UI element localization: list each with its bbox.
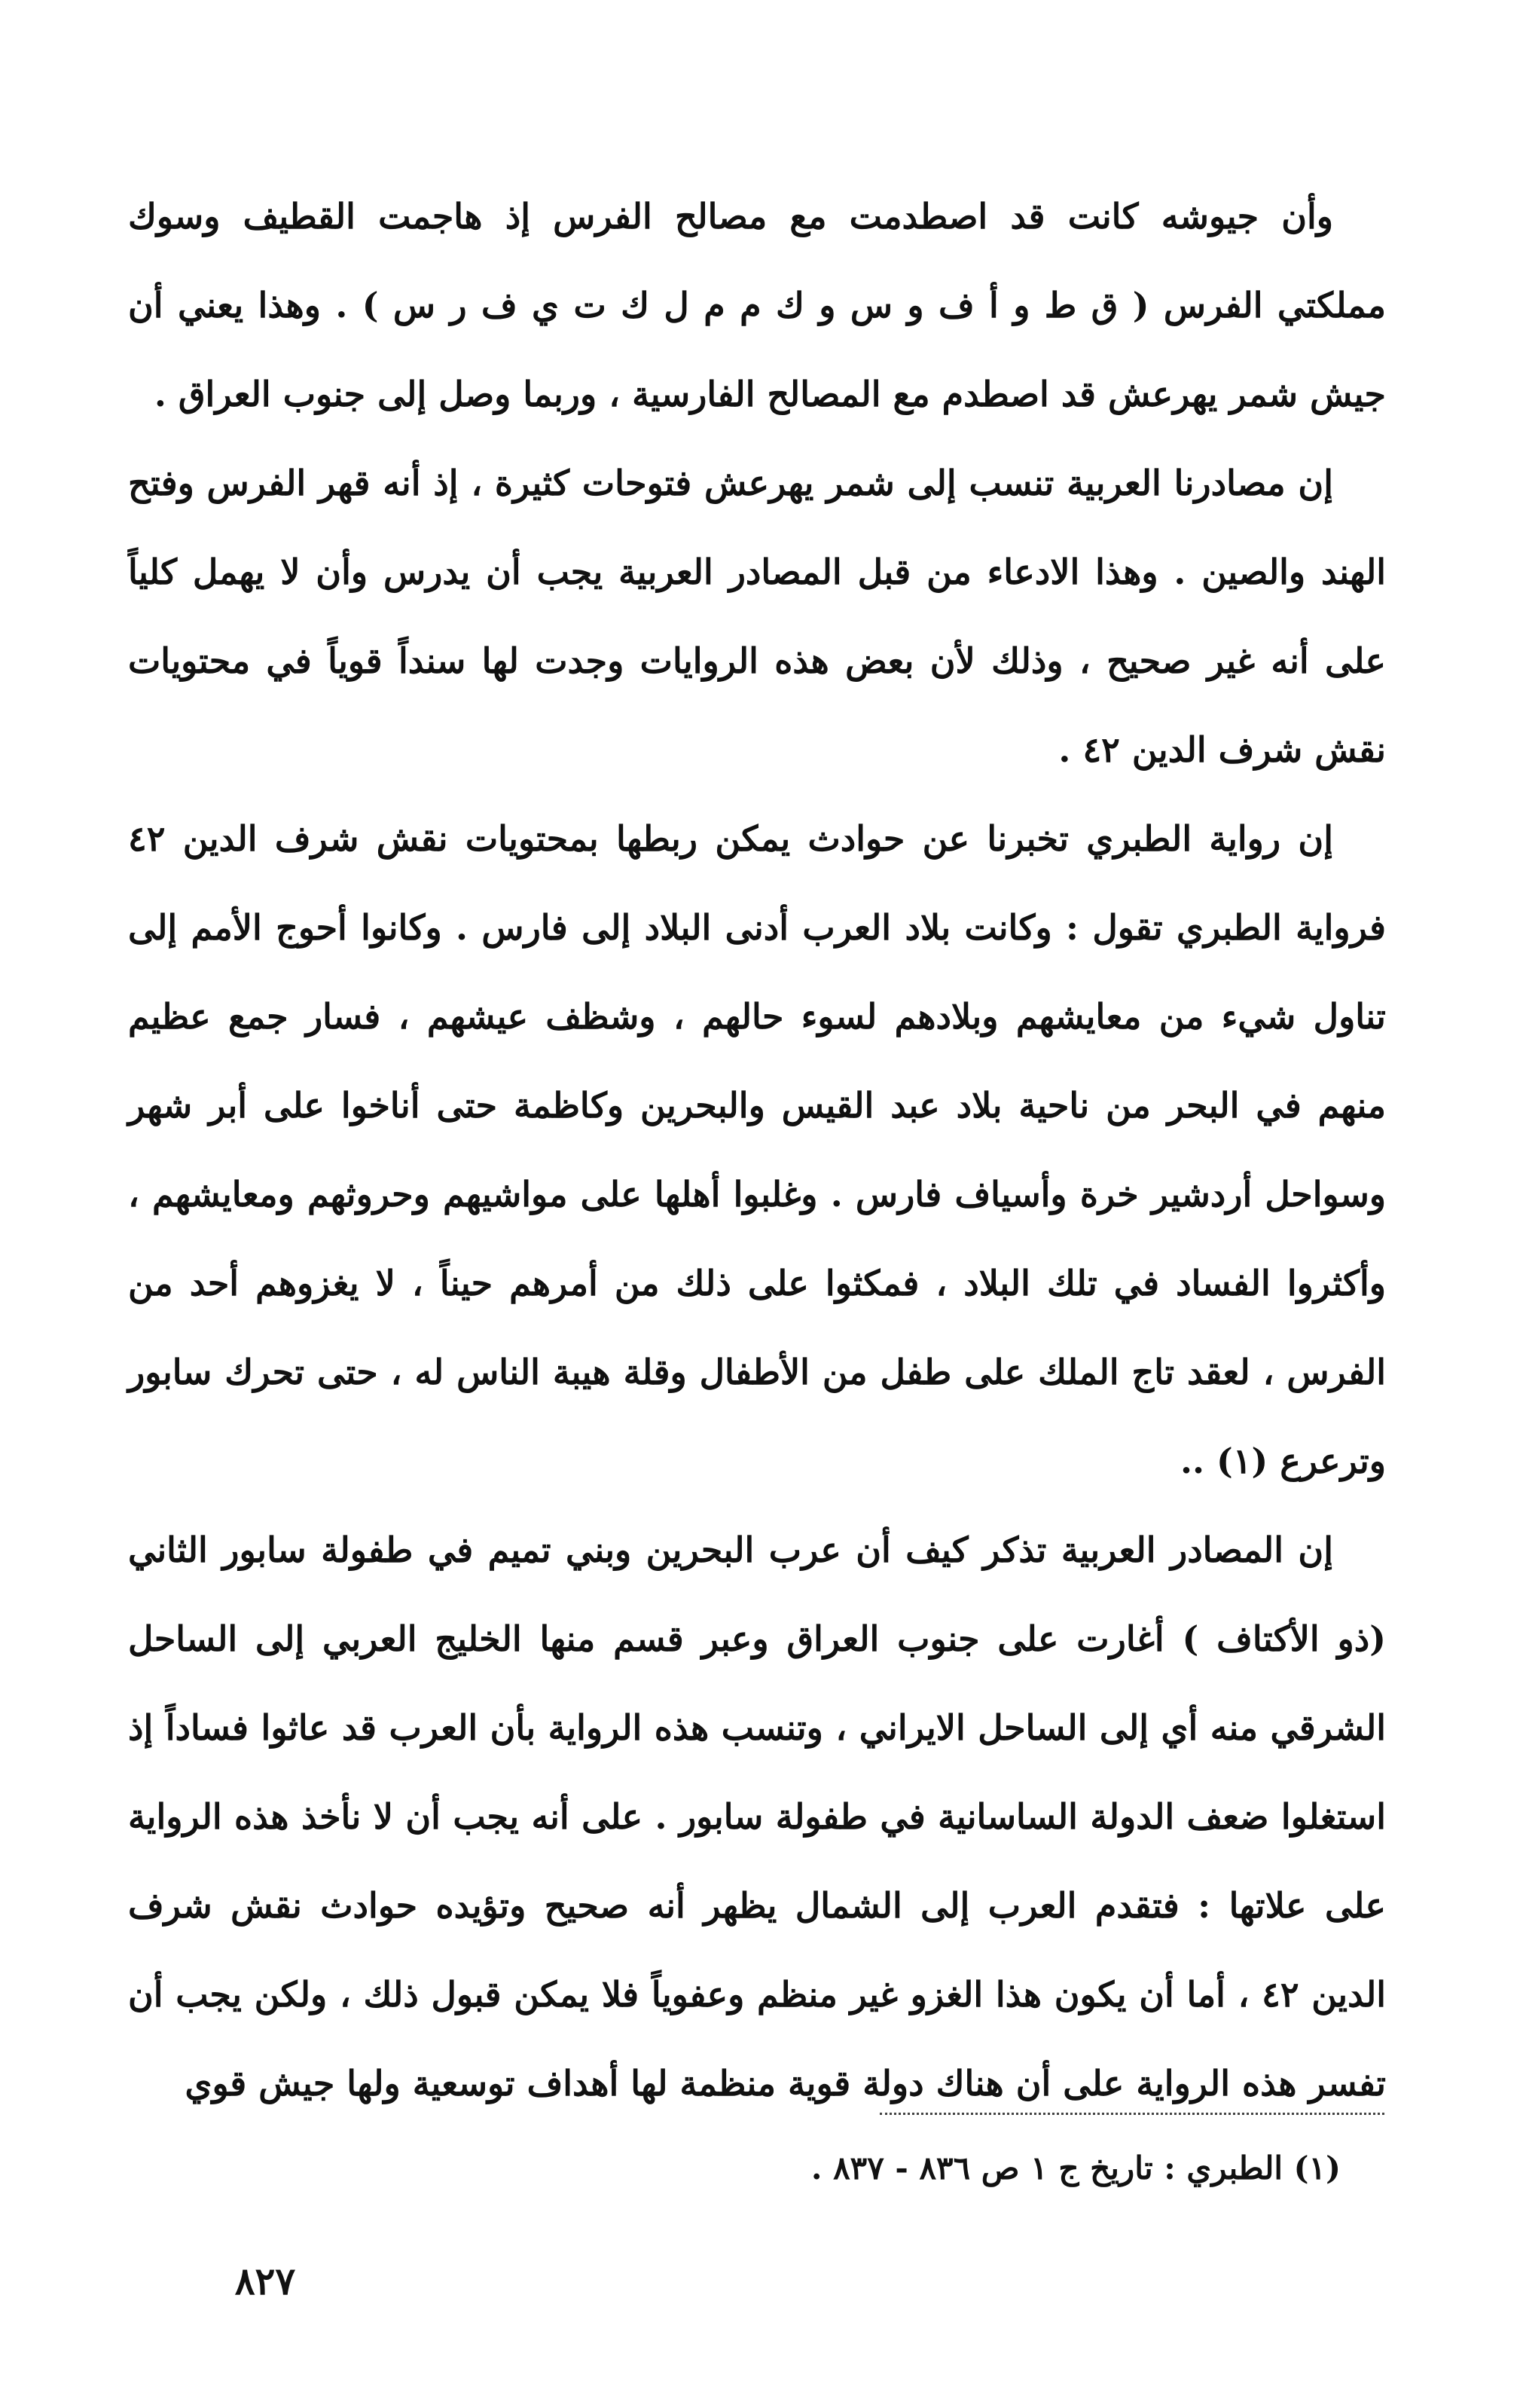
- main-text-block: [128, 172, 1386, 2128]
- paragraph-1: وأن جيوشه كانت قد اصطدمت مع مصالح الفرس إذ هاجمت القطيف وسوك مملكتي الفرس ( ق ط و أ ف و س و ك م م ل ك ت ي ف ر س ) . وهذا يعني أن جيش شمر يهرعش قد اصطدم مع المصالح الفارسية ، وربما وصل إلى جنوب العراق .: [128, 196, 1386, 414]
- paragraph-4: إن المصادر العربية تذكر كيف أن عرب البحرين وبني تميم في طفولة سابور الثاني (ذو الأكتاف ) أغارت على جنوب العراق وعبر قسم منها الخليج العربي إلى الساحل الشرقي منه أي إلى الساحل الايراني ، وتنسب هذه الرواية بأن العرب قد عاثوا فساداً إذ استغلوا ضعف الدولة الساسانية في طفولة سابور . على أنه يجب أن لا نأخذ هذه الرواية على علاتها : فتقدم العرب إلى الشمال يظهر أنه صحيح وتؤيده حوادث نقش شرف الدين ٤٢ ، أما أن يكون هذا الغزو غير منظم وعفوياً فلا يمكن قبول ذلك ، ولكن يجب أن تفسر هذه الرواية على أن هناك دولة قوية منظمة لها أهداف توسعية ولها جيش قوي: [128, 1529, 1386, 2104]
- footnote-separator: [880, 2113, 1384, 2115]
- paragraph-3: إن رواية الطبري تخبرنا عن حوادث يمكن ربطها بمحتويات نقش شرف الدين ٤٢ فرواية الطبري تقول : وكانت بلاد العرب أدنى البلاد إلى فارس . وكانوا أحوج الأمم إلى تناول شيء من معايشهم وبلادهم لسوء حالهم ، وشظف عيشهم ، فسار جمع عظيم منهم في البحر من ناحية بلاد عبد القيس والبحرين وكاظمة حتى أناخوا على أبر شهر وسواحل أردشير خرة وأسياف فارس . وغلبوا أهلها على مواشيهم وحروثهم ومعايشهم ، وأكثروا الفساد في تلك البلاد ، فمكثوا على ذلك من أمرهم حيناً ، لا يغزوهم أحد من الفرس ، لعقد تاج الملك على طفل من الأطفال وقلة هيبة الناس له ، حتى تحرك سابور وترعرع (١) ..: [128, 818, 1387, 1481]
- footnote: (١) الطبري : تاريخ ج ١ ص ٨٣٦ - ٨٣٧ .: [810, 2150, 1341, 2186]
- page-number: ٨٢٧: [234, 2259, 296, 2303]
- paragraph-2: إن مصادرنا العربية تنسب إلى شمر يهرعش فتوحات كثيرة ، إذ أنه قهر الفرس وفتح الهند والصين . وهذا الادعاء من قبل المصادر العربية يجب أن يدرس وأن لا يهمل كلياً على أنه غير صحيح ، وذلك لأن بعض هذه الروايات وجدت لها سنداً قوياً في محتويات نقش شرف الدين ٤٢ .: [128, 463, 1386, 770]
